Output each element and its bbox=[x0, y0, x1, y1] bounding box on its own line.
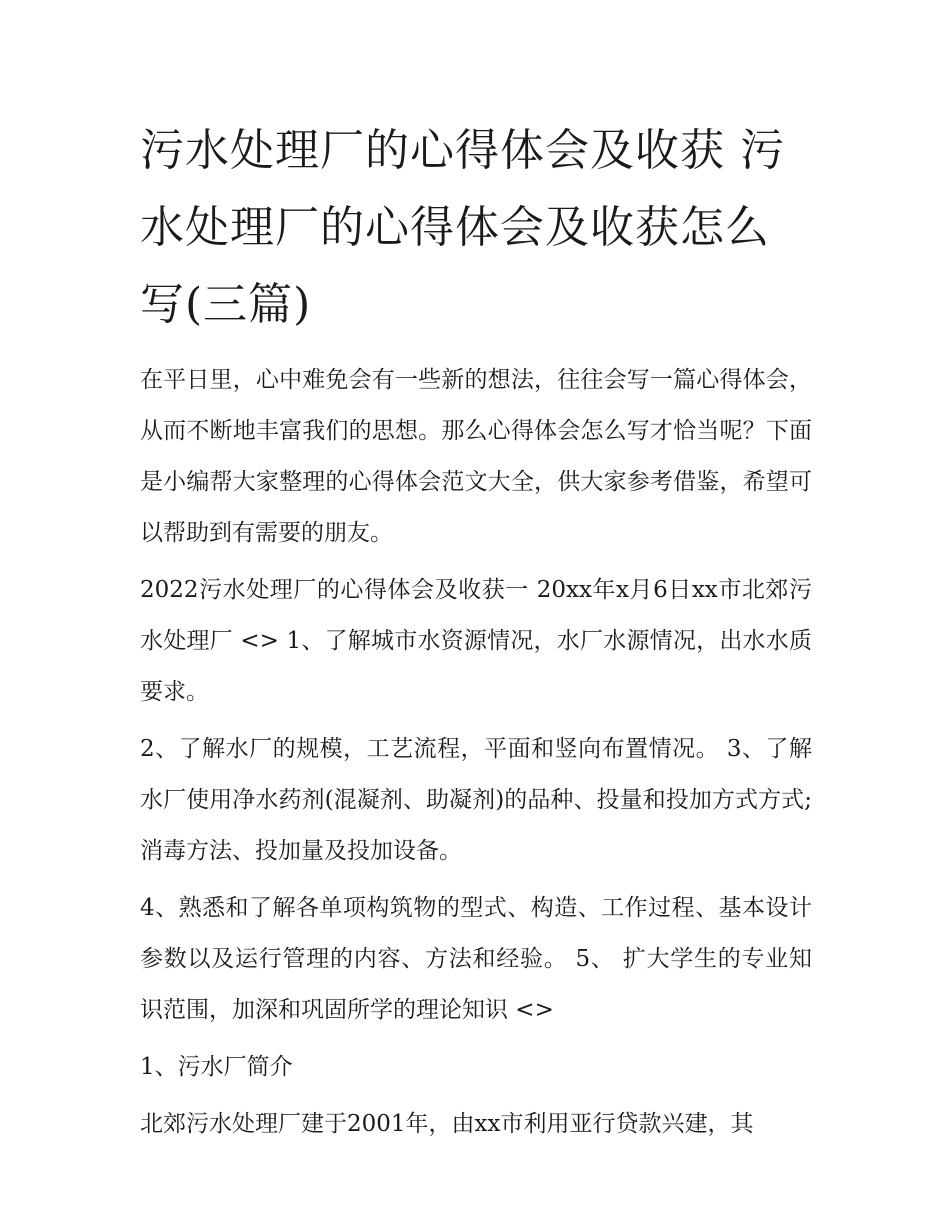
document-title: 污水处理厂的心得体会及收获 污水处理厂的心得体会及收获怎么写(三篇) bbox=[140, 125, 785, 330]
document-body bbox=[140, 112, 812, 1156]
paragraph-2: 2、了解水厂的规模，工艺流程，平面和竖向布置情况。 3、了解水厂使用净水药剂(混凝剂、助凝剂)的品种、投量和投加方式方式;消毒方法、投加量及投加设备。 bbox=[140, 736, 812, 864]
paragraph-1: 2022污水处理厂的心得体会及收获一 20xx年x月6日xx市北郊污水处理厂 <> 1、了解城市水资源情况，水厂水源情况，出水水质要求。 bbox=[140, 577, 812, 705]
section-heading: 1、污水厂简介 bbox=[140, 1054, 293, 1080]
paragraph-3: 4、熟悉和了解各单项构筑物的型式、构造、工作过程、基本设计参数以及运行管理的内容、方法和经验。 5、 扩大学生的专业知识范围，加深和巩固所学的理论知识 <> bbox=[140, 895, 812, 1023]
paragraph-5: 北郊污水处理厂建于2001年，由xx市利用亚行贷款兴建，其 bbox=[140, 1111, 754, 1137]
intro-paragraph: 在平日里，心中难免会有一些新的想法，往往会写一篇心得体会，从而不断地丰富我们的思想。那么心得体会怎么写才恰当呢？下面是小编帮大家整理的心得体会范文大全，供大家参考借鉴，希望可以帮助到有需要的朋友。 bbox=[140, 367, 812, 546]
